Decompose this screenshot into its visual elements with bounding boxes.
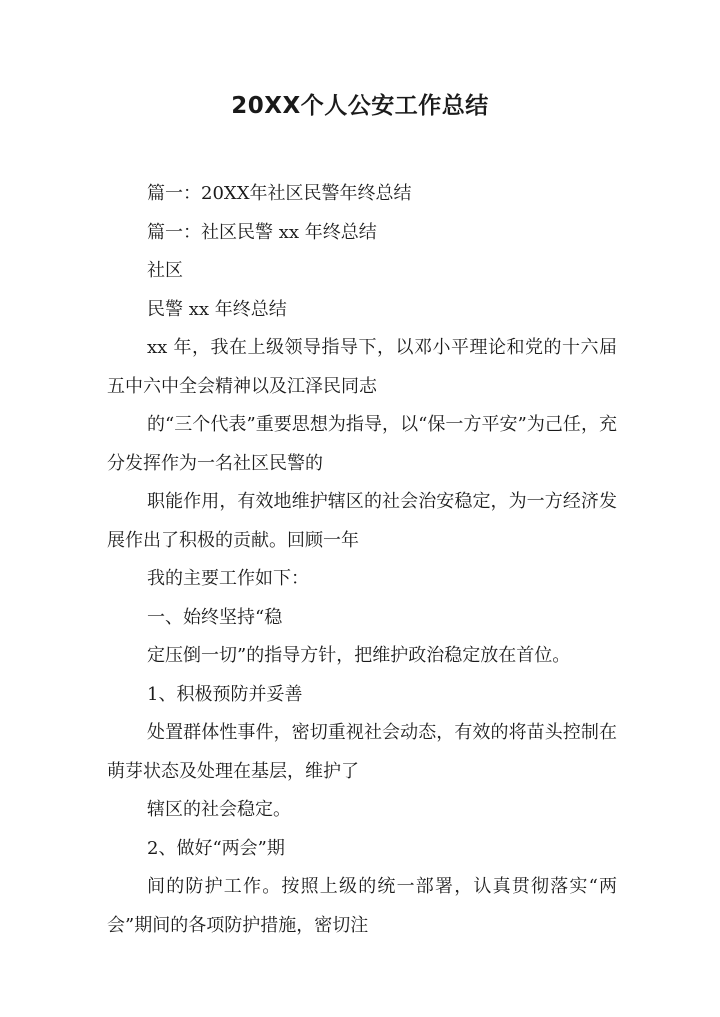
- paragraph: 辖区的社会稳定。: [147, 799, 291, 820]
- paragraph: 社区: [147, 260, 183, 281]
- paragraph: 的“三个代表”重要思想为指导，以“保一方平安”为己任，充分发挥作为一名社区民警的: [107, 414, 617, 474]
- paragraph: 定压倒一切”的指导方针，把维护政治稳定放在首位。: [147, 645, 571, 666]
- paragraph: 篇一：社区民警 xx 年终总结: [147, 221, 377, 243]
- document-body: [107, 175, 617, 945]
- paragraph: 职能作用，有效地维护辖区的社会治安稳定，为一方经济发展作出了积极的贡献。回顾一年: [107, 491, 617, 551]
- paragraph: xx 年，我在上级领导指导下，以邓小平理论和党的十六届五中六中全会精神以及江泽民同志: [107, 337, 617, 397]
- paragraph: 2、做好“两会”期: [147, 837, 285, 859]
- paragraph: 处置群体性事件，密切重视社会动态，有效的将苗头控制在萌芽状态及处理在基层，维护了: [107, 722, 617, 782]
- paragraph: 民警 xx 年终总结: [147, 298, 287, 320]
- paragraph: 1、积极预防并妥善: [147, 683, 303, 705]
- paragraph: 一、始终坚持“稳: [147, 606, 283, 628]
- document-title: 20XX个人公安工作总结: [231, 93, 489, 119]
- paragraph: 我的主要工作如下：: [147, 568, 309, 589]
- paragraph: 篇一：20XX年社区民警年终总结: [147, 183, 412, 204]
- paragraph: 间的防护工作。按照上级的统一部署，认真贯彻落实“两会”期间的各项防护措施，密切注: [107, 876, 617, 936]
